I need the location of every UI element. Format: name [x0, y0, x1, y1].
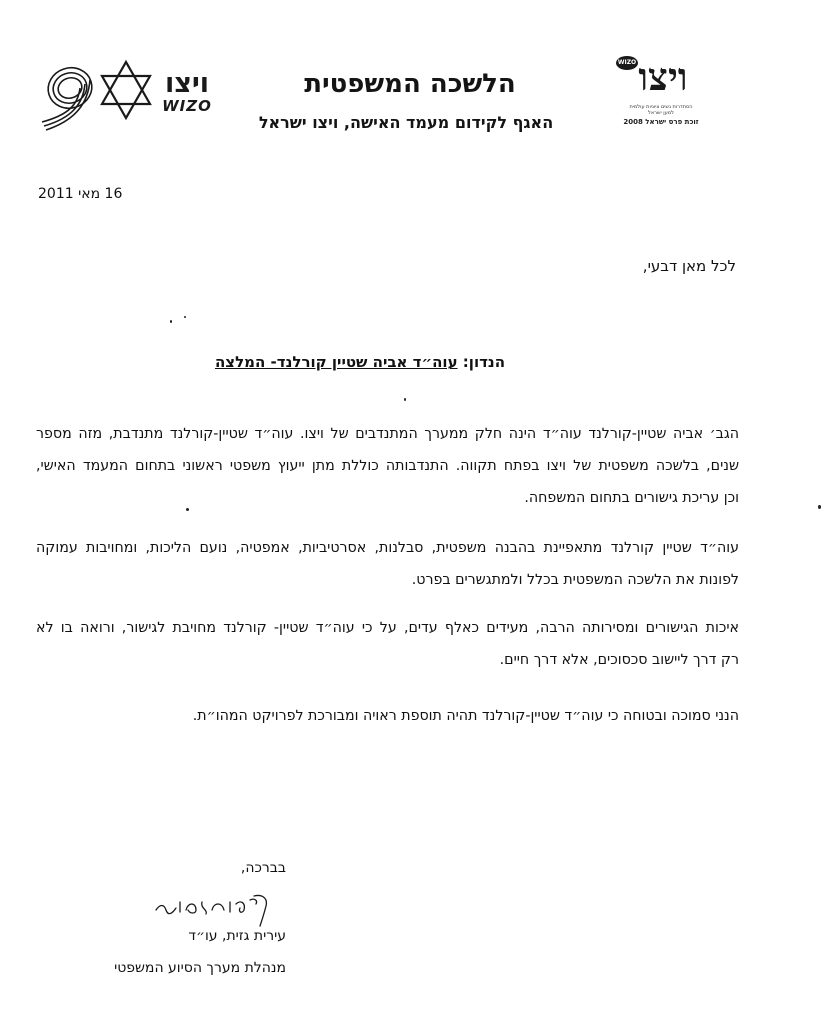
paragraph-4 [36, 700, 739, 732]
paragraph-2 [36, 532, 739, 596]
wizo-emblem-badge: WIZO [616, 56, 638, 70]
paragraph-line: וכן עריכת גישורים בתחום המשפחה. [524, 490, 739, 506]
scan-speck [404, 398, 406, 401]
signer-name: עירית גזית, עו״ד [188, 928, 286, 944]
letter-salutation: לכל מאן דבעי, [642, 257, 736, 275]
wizo-logo-english-text: WIZO [162, 97, 212, 115]
wizo-emblem-caption-3: זוכת פרס ישראל 2008 [623, 118, 699, 126]
paragraph-line: לפונות את הלשכה המשפטית בכלל ולמתגשרים בפרט. [411, 572, 739, 588]
paragraph-line: הנני סמוכה ובטוחה כי עוה״ד שטיין-קורלנד תהיה תוספת ראויה ומבורכת לפרויקט המהו״ת. [192, 708, 739, 724]
scan-speck [818, 505, 821, 509]
page-title: הלשכה המשפטית [304, 69, 516, 99]
letter-closing: בברכה, [240, 860, 286, 876]
wizo-logo-hebrew-text: ויצו [164, 68, 210, 99]
scan-speck [170, 320, 172, 323]
scan-speck [184, 316, 186, 318]
paragraph-3 [36, 612, 739, 676]
paragraph-line: שנים, בלשכה משפטית של ויצו בפתח תקווה. התנדבותה כוללת מתן ייעוץ משפטי ראשוני בתחום המעמד האישי, [36, 458, 739, 474]
paragraph-line: עוה״ד שטיין קורלנד מתאפיינת בהבנה משפטית, סבלנות, אסרטיביות, אמפטיה, נועם הליכות, ומחויבות עמוקה [36, 540, 739, 556]
paragraph-line: איכות הגישורים ומסירותה הרבה, מעידים כאלף עדים, על כי עוה״ד שטיין- קורלנד מחויבת לגישור, ורואה בו לא [36, 620, 739, 636]
paragraph-line: רק דרך ליישוב סכסוכים, אלא דרך חיים. [499, 652, 739, 668]
paragraph-1 [36, 418, 739, 514]
letter-subject-prefix: הנדון: [457, 353, 506, 371]
signer-title: מנהלת מערך הסיוע המשפטי [114, 960, 286, 976]
wizo-emblem-mark: ויצו [638, 54, 688, 99]
letter-subject-text: עוה״ד אביה שטיין קורלנד- המלצה [214, 353, 458, 371]
page-subtitle: האגף לקידום מעמד האישה, ויצו ישראל [258, 113, 554, 132]
paragraph-line: הגב׳ אביה שטיין-קורלנד עוה״ד הינה חלק ממערך המתנדבים של ויצו. עוה״ד שטיין-קורלנד מתנדבת, מזה מספר [36, 426, 739, 442]
handwritten-signature [150, 888, 280, 928]
letter-date: 16 מאי 2011 [38, 186, 123, 202]
wizo-emblem-caption-2: למען ישראל [648, 110, 674, 116]
wizo-emblem-caption-1: הסתדרות נשים ציוניות עולמית [629, 104, 693, 110]
wizo-emblem-logo [606, 50, 716, 140]
letter-subject [180, 352, 540, 372]
